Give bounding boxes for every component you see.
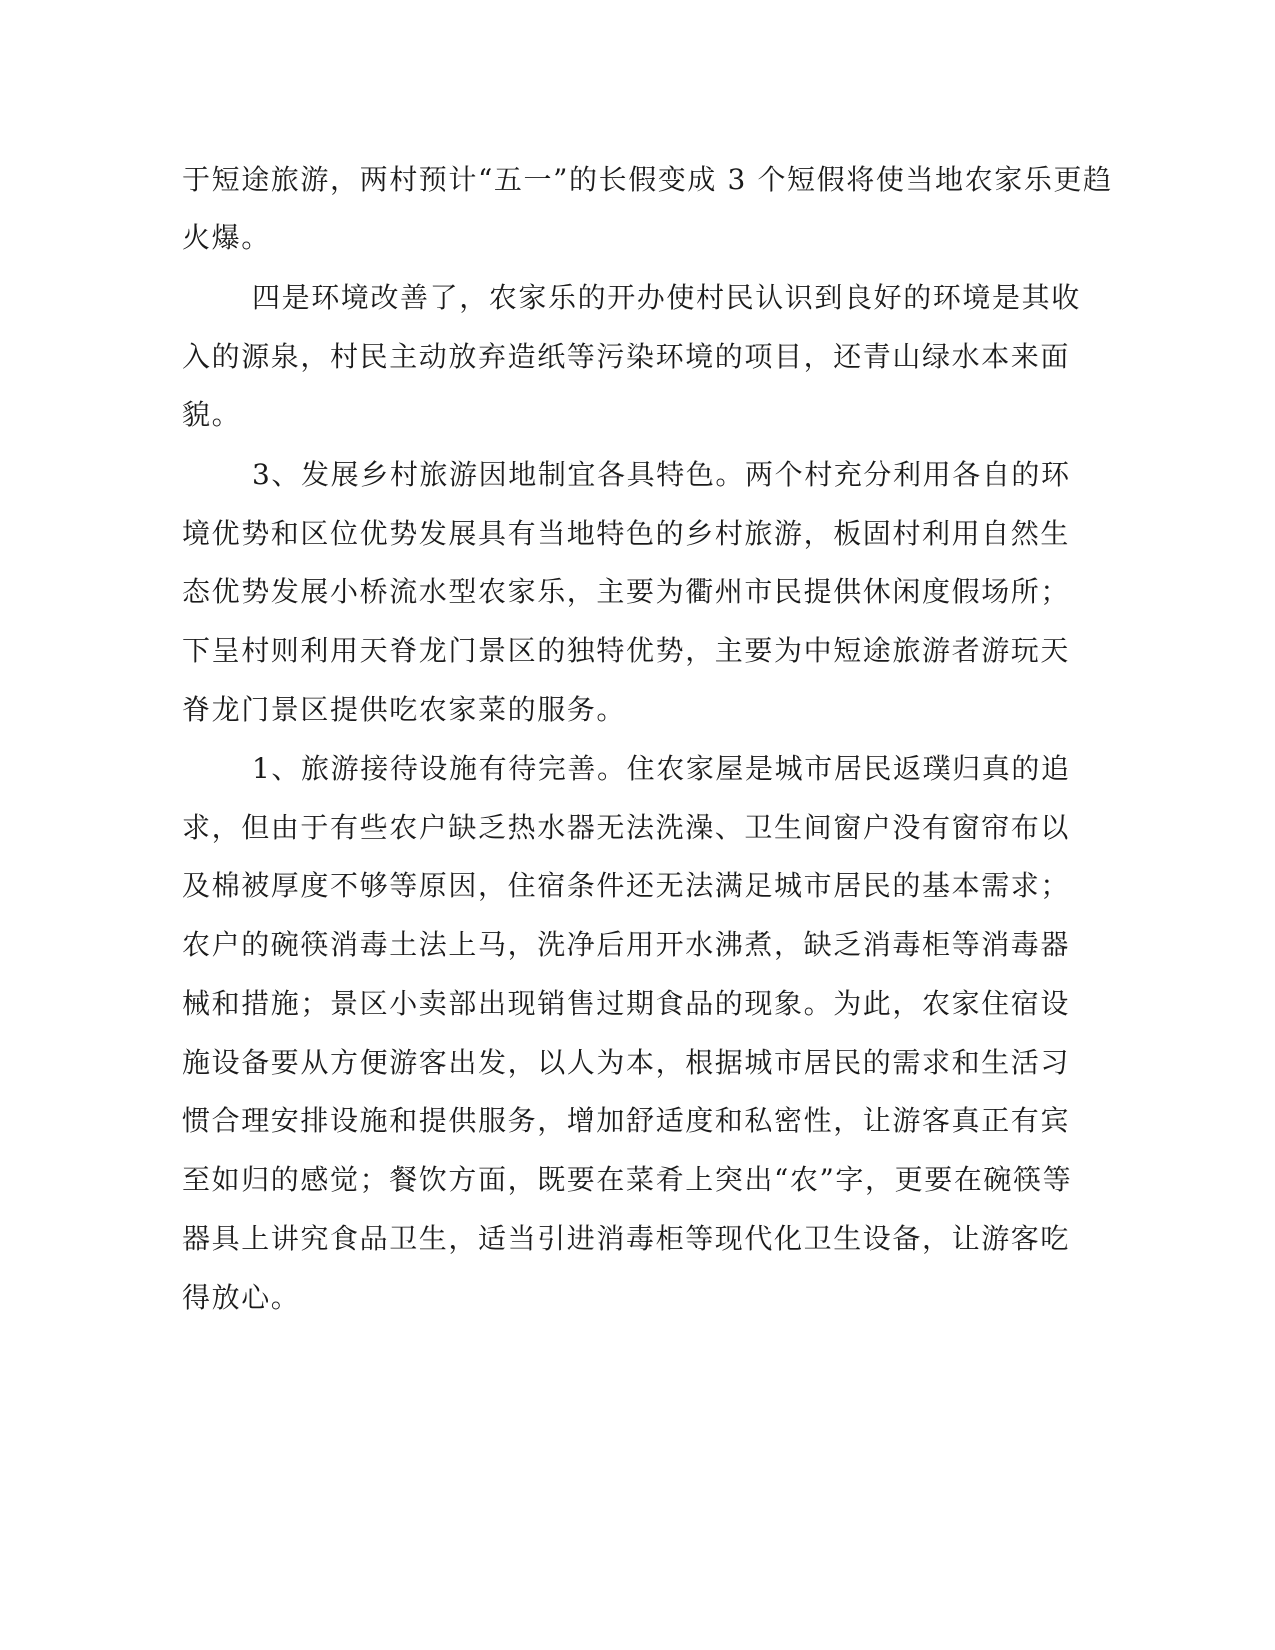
- paragraph-4-line-1: 1、旅游接待设施有待完善。住农家屋是城市居民返璞归真的追: [252, 752, 1071, 785]
- paragraph-4-line-7: 惯合理安排设施和提供服务，增加舒适度和私密性，让游客真正有宾: [182, 1104, 1071, 1137]
- paragraph-3-line-4: 下呈村则利用天脊龙门景区的独特优势，主要为中短途旅游者游玩天: [182, 634, 1071, 667]
- paragraph-3-line-3: 态优势发展小桥流水型农家乐，主要为衢州市民提供休闲度假场所；: [182, 575, 1071, 608]
- paragraph-1-line-1: 于短途旅游，两村预计“五一”的长假变成 3 个短假将使当地农家乐更趋: [182, 163, 1113, 196]
- paragraph-4-line-5: 械和措施；景区小卖部出现销售过期食品的现象。为此，农家住宿设: [182, 987, 1071, 1020]
- paragraph-2-line-1: 四是环境改善了，农家乐的开办使村民认识到良好的环境是其收: [252, 281, 1081, 314]
- paragraph-2-line-3: 貌。: [182, 398, 242, 431]
- paragraph-3-line-2: 境优势和区位优势发展具有当地特色的乡村旅游，板固村利用自然生: [182, 517, 1071, 550]
- paragraph-2-line-2: 入的源泉，村民主动放弃造纸等污染环境的项目，还青山绿水本来面: [182, 340, 1071, 373]
- paragraph-4-line-10: 得放心。: [182, 1281, 301, 1314]
- paragraph-1-line-2: 火爆。: [182, 221, 271, 254]
- paragraph-4-line-4: 农户的碗筷消毒土法上马，洗净后用开水沸煮，缺乏消毒柜等消毒器: [182, 928, 1071, 961]
- paragraph-4-line-3: 及棉被厚度不够等原因，住宿条件还无法满足城市居民的基本需求；: [182, 869, 1071, 902]
- paragraph-4-line-9: 器具上讲究食品卫生，适当引进消毒柜等现代化卫生设备，让游客吃: [182, 1222, 1071, 1255]
- paragraph-4-line-8: 至如归的感觉；餐饮方面，既要在菜肴上突出“农”字，更要在碗筷等: [182, 1163, 1073, 1196]
- paragraph-3-line-1: 3、发展乡村旅游因地制宜各具特色。两个村充分利用各自的环: [252, 458, 1071, 491]
- paragraph-3-line-5: 脊龙门景区提供吃农家菜的服务。: [182, 693, 627, 726]
- paragraph-4-line-2: 求，但由于有些农户缺乏热水器无法洗澡、卫生间窗户没有窗帘布以: [182, 811, 1071, 844]
- paragraph-4-line-6: 施设备要从方便游客出发，以人为本，根据城市居民的需求和生活习: [182, 1046, 1071, 1079]
